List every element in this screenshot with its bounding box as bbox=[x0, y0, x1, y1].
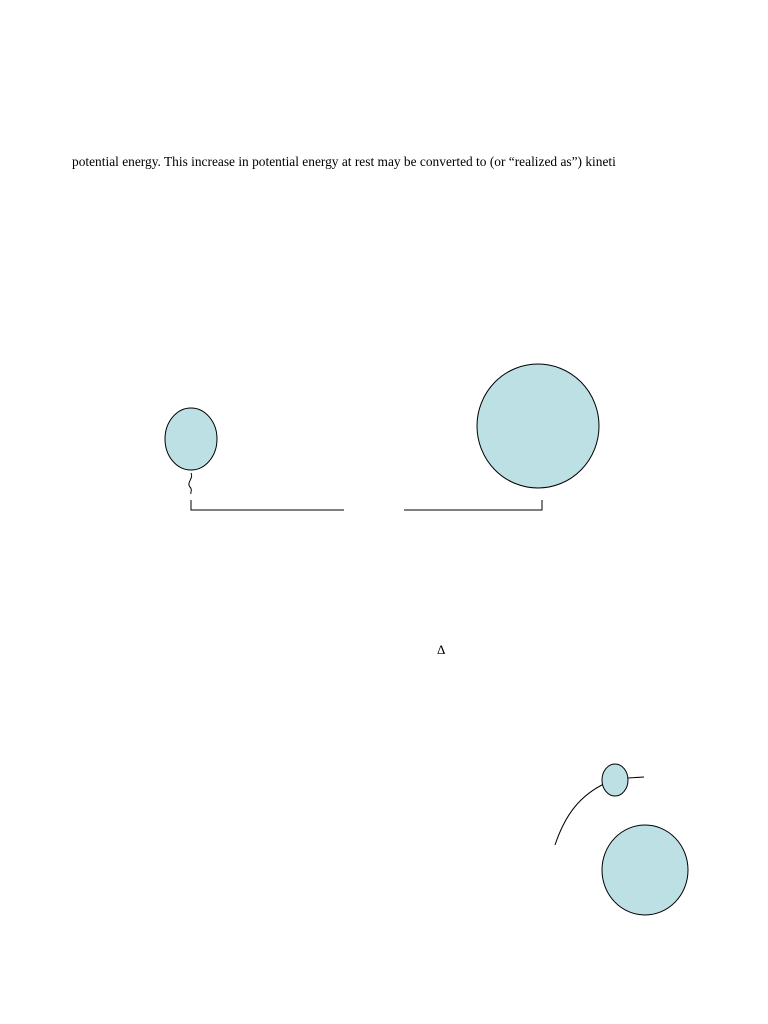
delta-symbol: Δ bbox=[437, 642, 446, 657]
small-sphere-tail-lower bbox=[628, 777, 644, 778]
large-sphere-lower bbox=[602, 825, 688, 915]
small-sphere-lower bbox=[602, 764, 628, 796]
bracket-left bbox=[191, 500, 344, 510]
body-text-line: potential energy. This increase in potential energy at rest may be converted to (or “realized as”) kineti bbox=[72, 154, 616, 169]
lower-sphere-pair bbox=[555, 764, 688, 915]
large-sphere bbox=[477, 364, 599, 488]
bracket-right bbox=[404, 500, 542, 510]
small-sphere-tail bbox=[189, 473, 192, 494]
trajectory-curve bbox=[555, 783, 606, 845]
small-sphere bbox=[165, 408, 217, 470]
upper-sphere-pair bbox=[165, 364, 599, 510]
